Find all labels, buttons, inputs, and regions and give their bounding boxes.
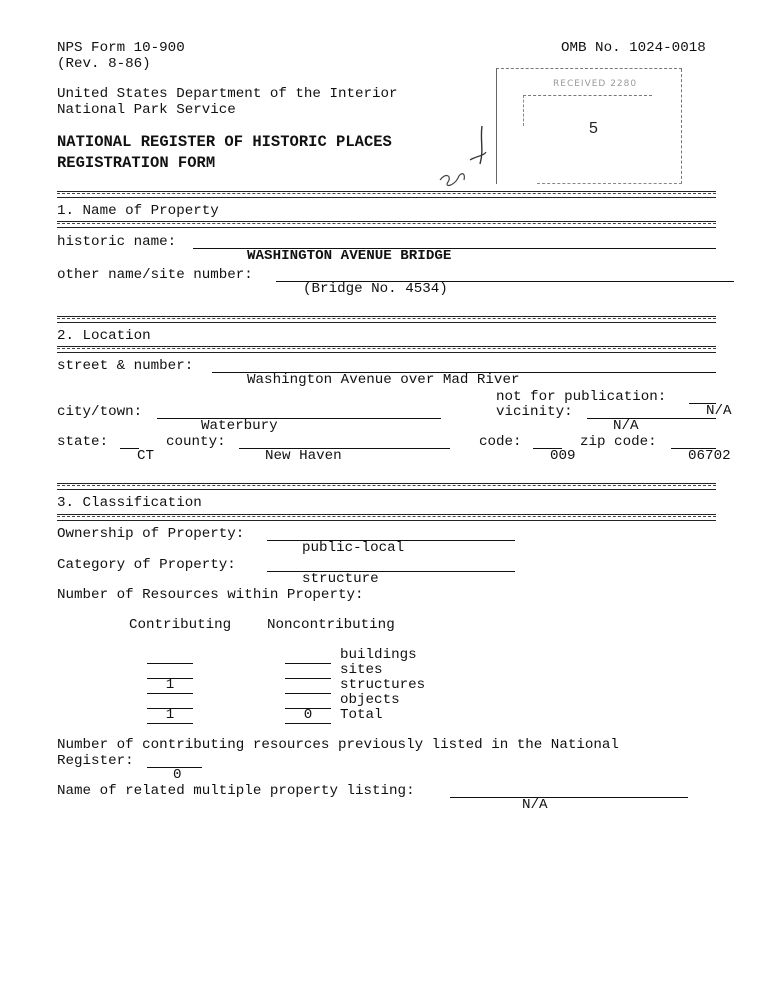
section1-heading: 1. Name of Property (57, 203, 219, 219)
ownership-value: public-local (302, 540, 405, 556)
other-name-label: other name/site number: (57, 267, 253, 283)
city-field (157, 402, 441, 434)
historic-name-value: WASHINGTON AVENUE BRIDGE (247, 248, 452, 264)
department-name: United States Department of the Interior (57, 86, 398, 102)
other-name-value: (Bridge No. 4534) (303, 281, 448, 297)
form-id: NPS Form 10-900 (57, 40, 185, 56)
stamp-received-text: RECEIVED 2280 (553, 79, 638, 89)
state-field (120, 432, 155, 464)
mpl-label: Name of related multiple property listing: (57, 783, 415, 799)
section2-heading: 2. Location (57, 328, 151, 344)
county-field (239, 432, 450, 464)
prev-listed-label: Register: (57, 753, 134, 769)
zip-field (671, 432, 731, 464)
ownership-label: Ownership of Property: (57, 526, 245, 542)
category-value: structure (302, 571, 379, 587)
section3-heading: 3. Classification (57, 495, 202, 511)
form-revision: (Rev. 8-86) (57, 56, 151, 72)
state-value: CT (137, 448, 155, 464)
prev-listed-text: Number of contributing resources previously listed in the National (57, 737, 619, 753)
resource-sites-label: sites (340, 662, 383, 678)
section-divider (57, 221, 716, 228)
resource-total-label: Total (340, 707, 383, 723)
section-divider (57, 191, 716, 198)
category-field (267, 555, 515, 587)
resource-structures-contributing: 1 (147, 677, 193, 694)
nfp-label: not for publication: (496, 389, 667, 405)
section-divider (57, 483, 716, 490)
omb-number: OMB No. 1024-0018 (561, 40, 706, 56)
code-label: code: (479, 434, 522, 450)
vicinity-value: N/A (613, 418, 639, 434)
state-label: state: (57, 434, 109, 450)
contributing-header: Contributing (129, 617, 232, 633)
ownership-field (267, 524, 515, 556)
handwritten-mark (430, 120, 500, 195)
mpl-field (450, 781, 688, 813)
noncontributing-header: Noncontributing (267, 617, 395, 633)
city-label: city/town: (57, 404, 143, 420)
received-stamp (496, 68, 682, 184)
vicinity-field (587, 402, 716, 434)
code-value: 009 (550, 448, 576, 464)
resource-total-contributing: 1 (147, 707, 193, 724)
street-label: street & number: (57, 358, 194, 374)
zip-label: zip code: (580, 434, 657, 450)
code-field (533, 432, 576, 464)
street-field (212, 356, 716, 388)
zip-value: 06702 (688, 448, 731, 464)
county-value: New Haven (265, 448, 342, 464)
prev-listed-value: 0 (173, 767, 182, 783)
service-name: National Park Service (57, 102, 236, 118)
city-value: Waterbury (201, 418, 278, 434)
form-title-line2: REGISTRATION FORM (57, 154, 216, 172)
county-label: county: (166, 434, 226, 450)
other-name-field (276, 265, 734, 297)
section-divider (57, 346, 716, 353)
nfp-value: N/A (706, 403, 732, 419)
resource-objects-label: objects (340, 692, 400, 708)
stamp-number: 5 (589, 120, 598, 137)
section-divider (57, 514, 716, 521)
category-label: Category of Property: (57, 557, 236, 573)
historic-name-label: historic name: (57, 234, 177, 250)
vicinity-label: vicinity: (496, 404, 573, 420)
form-title-line1: NATIONAL REGISTER OF HISTORIC PLACES (57, 133, 392, 151)
mpl-value: N/A (522, 797, 548, 813)
resource-structures-label: structures (340, 677, 426, 693)
resources-label: Number of Resources within Property: (57, 587, 364, 603)
historic-name-field (193, 232, 716, 264)
prev-listed-field (147, 751, 202, 783)
street-value: Washington Avenue over Mad River (247, 372, 520, 388)
resource-total-noncontributing: 0 (285, 707, 331, 724)
resource-buildings-label: buildings (340, 647, 417, 663)
section-divider (57, 316, 716, 323)
